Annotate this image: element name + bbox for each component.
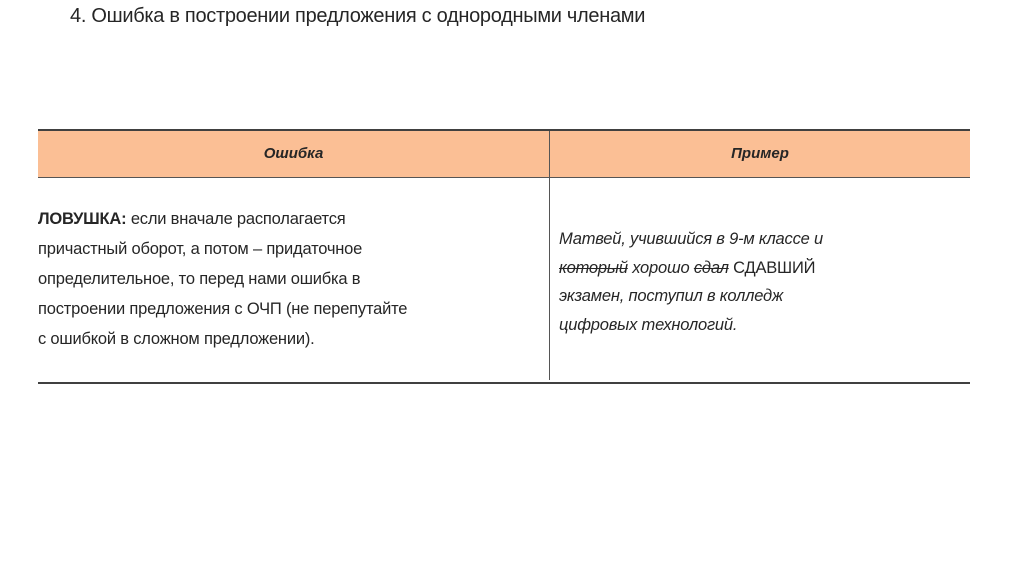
header-error: Ошибка [263,145,324,162]
correction-word: СДАВШИЙ [728,258,816,277]
example-cell [559,225,959,339]
header-example: Пример [731,145,789,162]
table-header [38,131,970,178]
error-line: определительное, то перед нами ошибка в [38,270,361,288]
trap-label: ЛОВУШКА: [38,210,127,228]
error-cell [38,204,543,354]
error-line: если вначале располагается [126,210,346,228]
example-text: хорошо [627,258,694,277]
error-line: с ошибкой в сложном предложении). [38,330,315,348]
struck-word: сдал [693,258,729,277]
column-divider [549,131,550,380]
error-line: причастный оборот, а потом – придаточное [38,240,363,258]
error-line: построении предложения с ОЧП (не перепутайте [38,300,408,318]
example-line: цифровых технологий. [559,315,738,334]
example-line: Матвей, учившийся в 9-м классе и [559,230,823,248]
example-line: экзамен, поступил в колледж [559,287,784,305]
struck-word: который [559,258,628,277]
slide-title: 4. Ошибка в построении предложения с однородными членами [70,5,646,27]
errors-table [38,129,970,384]
